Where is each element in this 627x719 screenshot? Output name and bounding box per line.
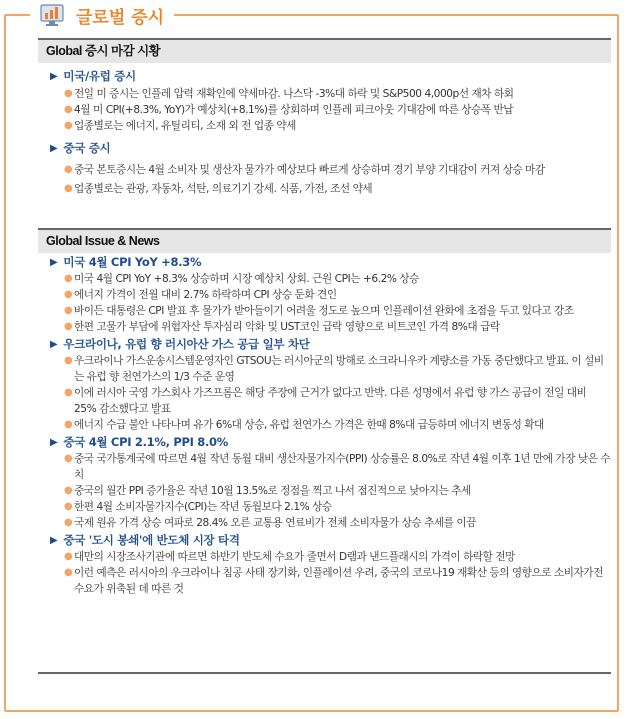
chart-monitor-icon: [38, 2, 68, 28]
dot-bullet-icon: ●: [64, 419, 73, 430]
market-close-bar: Global 증시 마감 시황: [38, 38, 611, 63]
us-europe-heading: ▶ 미국/유럽 증시: [50, 69, 136, 83]
dot-bullet-icon: ●: [64, 183, 73, 194]
list-item: ● 이런 예측은 러시아의 우크라이나 침공 사태 장기화, 인플레이션 우려, 중국의 코로나19 재확산 등의 영향으로 소비자가전 수요가 위축된 데 따른 것: [64, 567, 603, 595]
list-item: ● 미국 4월 CPI YoY +8.3% 상승하며 시장 예상치 상회. 근원 CPI는 +6.2% 상승: [64, 273, 419, 285]
china-market-heading: ▶ 중국 증시: [50, 141, 111, 155]
list-item: ● 한편 4월 소비자물가지수(CPI)는 작년 동월보다 2.1% 상승: [64, 501, 332, 513]
dot-bullet-icon: ●: [64, 321, 73, 332]
list-item: ● 대만의 시장조사기관에 따르면 하반기 반도체 수요가 줄면서 D램과 낸드플래시의 가격이 하락할 전망: [64, 551, 515, 563]
triangle-bullet-icon: ▶: [50, 338, 58, 350]
dot-bullet-icon: ●: [64, 501, 73, 512]
ukraine-gas-heading: ▶ 우크라이나, 유럽 향 러시아산 가스 공급 일부 차단: [50, 337, 310, 351]
dot-bullet-icon: ●: [64, 305, 73, 316]
list-item: ● 에너지 수급 불안 나타나며 유가 6%대 상승, 유럽 천연가스 가격은 한때 8%대 급등하며 에너지 변동성 확대: [64, 419, 544, 431]
dot-bullet-icon: ●: [64, 164, 73, 175]
triangle-bullet-icon: ▶: [50, 142, 58, 154]
list-item: ● 국제 원유 가격 상승 여파로 28.4% 오른 교통용 연료비가 전체 소비자물가 상승 추세를 이끔: [64, 517, 476, 529]
bottom-divider: [38, 672, 611, 674]
triangle-bullet-icon: ▶: [50, 256, 58, 268]
dot-bullet-icon: ●: [64, 551, 73, 562]
dot-bullet-icon: ●: [64, 289, 73, 300]
china-cpi-ppi-heading: ▶ 중국 4월 CPI 2.1%, PPI 8.0%: [50, 435, 228, 449]
list-item: ● 중국의 월간 PPI 증가율은 작년 10월 13.5%로 정점을 찍고 나서 점진적으로 낮아지는 추세: [64, 485, 471, 497]
dot-bullet-icon: ●: [64, 120, 73, 131]
issue-news-bar: Global Issue & News: [38, 228, 611, 253]
list-item: ● 에너지 가격이 전월 대비 2.7% 하락하며 CPI 상승 둔화 견인: [64, 289, 337, 301]
section-title: [30, 0, 174, 30]
dot-bullet-icon: ●: [64, 485, 73, 496]
list-item: ● 중국 국가통계국에 따르면 4월 작년 동월 대비 생산자물가지수(PPI) 상승률은 8.0%로 작년 4월 이후 1년 만에 가장 낮은 수치: [64, 453, 611, 481]
dot-bullet-icon: ●: [64, 387, 73, 398]
list-item: ● 중국 본토증시는 4월 소비자 및 생산자 물가가 예상보다 빠르게 상승하며 경기 부양 기대감이 커져 상승 마감: [64, 164, 545, 176]
list-item: ● 전일 미 증시는 인플레 압력 재확인에 약세마감. 나스닥 -3%대 하락 및 S&P500 4,000p선 재차 하회: [64, 88, 514, 100]
list-item: ● 한편 고물가 부담에 위험자산 투자심리 악화 및 UST코인 급락 영향으로 비트코인 가격 8%대 급락: [64, 321, 500, 333]
list-item: ● 이에 러시아 국영 가스회사 가즈프롬은 해당 주장에 근거가 없다고 반박. 다른 성명에서 유럽 향 가스 공급이 전일 대비 25% 감소했다고 발표: [64, 387, 587, 415]
page-title: 글로벌 증시: [76, 7, 165, 28]
market-close-panel: [38, 38, 611, 197]
us-cpi-heading: ▶ 미국 4월 CPI YoY +8.3%: [50, 255, 202, 269]
triangle-bullet-icon: ▶: [50, 70, 58, 82]
triangle-bullet-icon: ▶: [50, 436, 58, 448]
list-item: ● 4월 미 CPI(+8.3%, YoY)가 예상치(+8.1%)를 상회하며 인플레 피크아웃 기대감에 따른 상승폭 반납: [64, 104, 514, 116]
list-item: ● 업종별로는 에너지, 유틸리티, 소재 외 전 업종 약세: [64, 120, 296, 132]
dot-bullet-icon: ●: [64, 273, 73, 284]
list-item: ● 우크라이나 가스운송시스템운영자인 GTSOU는 러시아군의 방해로 소크라니우카 계량소를 가동 중단했다고 발표. 이 설비는 유럽 향 천연가스의 1/3 수준 운영: [64, 355, 604, 383]
list-item: ● 바이든 대통령은 CPI 발표 후 물가가 받아들이기 어려울 정도로 높으며 인플레이션 완화에 초점을 두고 있다고 강조: [64, 305, 574, 317]
issue-news-panel: [38, 228, 611, 597]
triangle-bullet-icon: ▶: [50, 534, 58, 546]
dot-bullet-icon: ●: [64, 517, 73, 528]
china-lockdown-heading: ▶ 중국 '도시 봉쇄'에 반도체 시장 타격: [50, 533, 240, 547]
dot-bullet-icon: ●: [64, 88, 73, 99]
dot-bullet-icon: ●: [64, 453, 73, 464]
dot-bullet-icon: ●: [64, 104, 73, 115]
list-item: ● 업종별로는 관광, 자동차, 석탄, 의료기기 강세. 식품, 가전, 조선 약세: [64, 183, 373, 195]
dot-bullet-icon: ●: [64, 567, 73, 578]
dot-bullet-icon: ●: [64, 355, 73, 366]
